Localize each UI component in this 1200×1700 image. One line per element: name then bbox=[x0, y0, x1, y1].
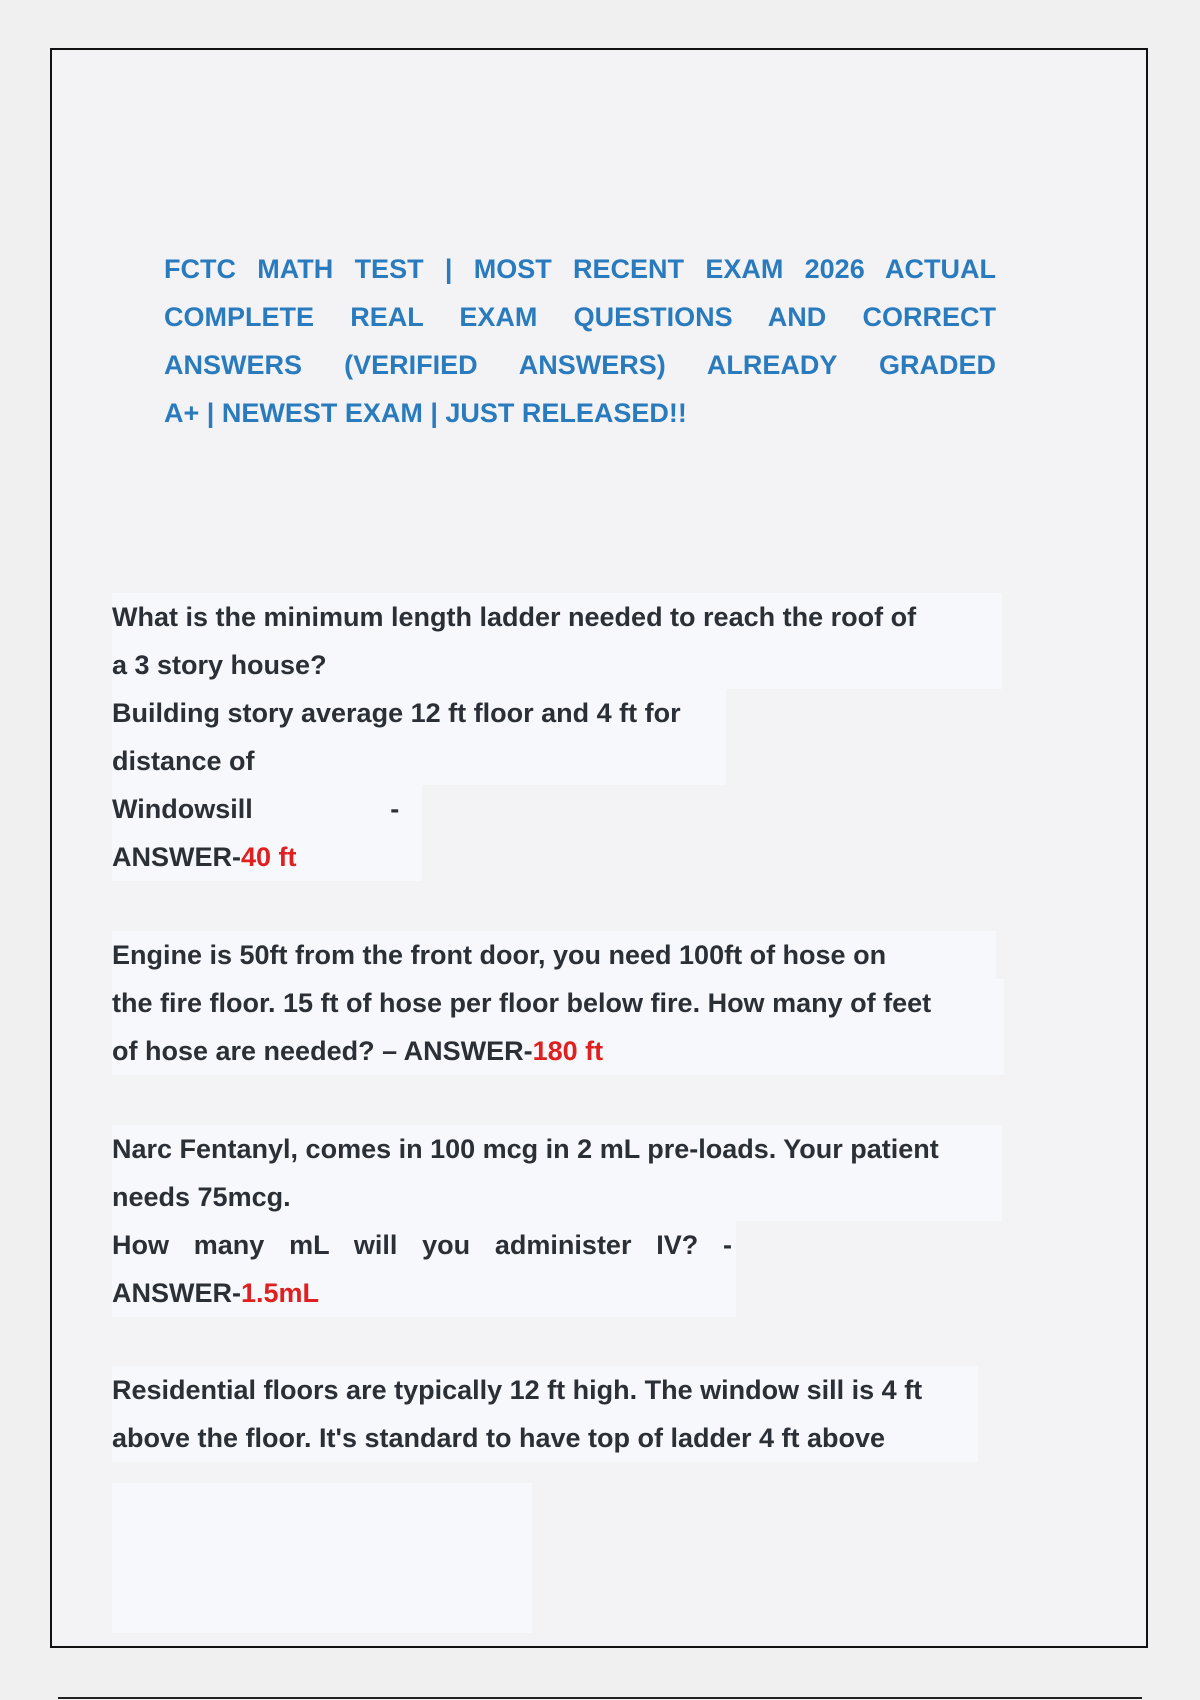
question-text-line: a 3 story house? bbox=[112, 641, 1002, 689]
question-text-line: Residential floors are typically 12 ft high. The window sill is 4 ft bbox=[112, 1366, 978, 1414]
question-text-line: distance of bbox=[112, 737, 726, 785]
answer-value: 40 ft bbox=[241, 842, 297, 872]
question-text-line: Building story average 12 ft floor and 4 ft for bbox=[112, 689, 726, 737]
question-text-line: above the floor. It's standard to have top of ladder 4 ft above bbox=[112, 1414, 978, 1462]
blurred-continuation bbox=[112, 1483, 532, 1633]
question-text-line: Narc Fentanyl, comes in 100 mcg in 2 mL pre-loads. Your patient bbox=[112, 1125, 1002, 1173]
windowsill-text: Windowsill - bbox=[112, 794, 400, 824]
title-line-3: ANSWERS (VERIFIED ANSWERS) ALREADY GRADED bbox=[164, 350, 996, 380]
answer-label: ANSWER- bbox=[112, 842, 241, 872]
title-line-1: FCTC MATH TEST | MOST RECENT EXAM 2026 ACTUAL bbox=[164, 254, 996, 284]
question-ladder-length bbox=[112, 593, 1048, 881]
answer-value: 180 ft bbox=[532, 1036, 604, 1066]
question-text-line: How many mL will you administer IV? - bbox=[112, 1221, 736, 1269]
question-text-line: needs 75mcg. bbox=[112, 1173, 1002, 1221]
answer-line bbox=[112, 833, 422, 881]
question-residential-floors bbox=[112, 1366, 1048, 1462]
question-hose-length bbox=[112, 931, 1048, 1075]
answer-line bbox=[112, 1269, 736, 1317]
question-text-line: What is the minimum length ladder needed to reach the roof of bbox=[112, 593, 1002, 641]
question-text-line bbox=[112, 785, 422, 833]
question-text-line: the fire floor. 15 ft of hose per floor below fire. How many of feet bbox=[112, 979, 1004, 1027]
title-line-2: COMPLETE REAL EXAM QUESTIONS AND CORRECT bbox=[164, 302, 996, 332]
page-divider bbox=[58, 1697, 1142, 1699]
title-line-4: A+ | NEWEST EXAM | JUST RELEASED!! bbox=[164, 398, 687, 428]
question-fentanyl-dose bbox=[112, 1125, 1048, 1317]
answer-value: 1.5mL bbox=[241, 1278, 320, 1308]
question-text-line: Engine is 50ft from the front door, you need 100ft of hose on bbox=[112, 931, 996, 979]
question-text-tail: of hose are needed? – ANSWER- bbox=[112, 1036, 533, 1066]
answer-label: ANSWER- bbox=[112, 1278, 241, 1308]
answer-line bbox=[112, 1027, 1004, 1075]
document-title bbox=[164, 245, 996, 437]
